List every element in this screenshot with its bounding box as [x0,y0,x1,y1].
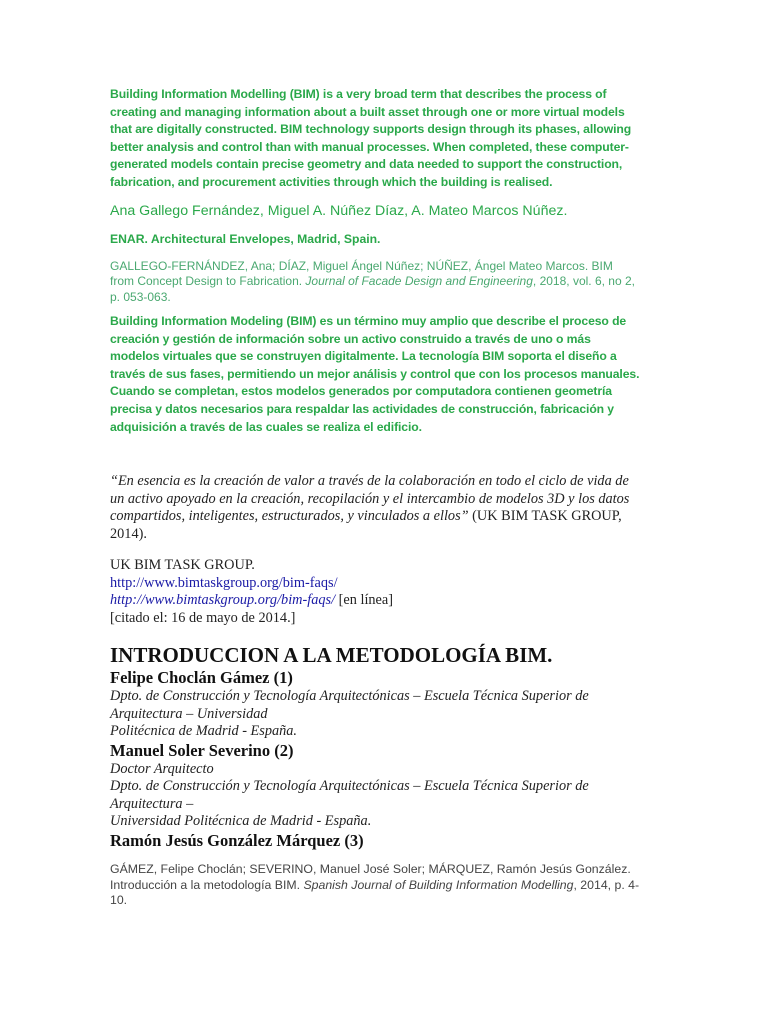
author-2-affiliation [110,761,670,831]
citation-2 [110,862,640,909]
quote-text: “En esencia es la creación de valor a través de la colaboración en todo el ciclo de vida de un activo apoyado en la creación, recopilación y el intercambio de modelos 3D y los datos compartidos, inteligentes, estructurados, y vinculados a ellos” [110,473,630,524]
author-2: Manuel Soler Severino (2) [110,740,294,760]
english-abstract: Building Information Modelling (BIM) is a very broad term that describes the process of creating and managing information about a built asset through one or more virtual models that are digitally constructed. BIM technology supports design through its phases, allowing better analysis and control than with manual processes. When completed, these computer-generated models contain precise geometry and data needed to support the construction, fabrication, and procurement activities through which the building is realised. [110,87,632,189]
article-title: INTRODUCCION A LA METODOLOGÍA BIM. [110,643,553,667]
authors: Ana Gallego Fernández, Miguel A. Núñez Díaz, A. Mateo Marcos Núñez. [110,203,568,219]
citation-text: GÁMEZ, Felipe Choclán; SEVERINO, Manuel José Soler; MÁRQUEZ, Ramón Jesús González. Introducción a la metodología BIM. [110,862,631,892]
link-bim-faqs[interactable]: http://www.bimtaskgroup.org/bim-faqs/ [110,574,338,591]
affiliation-line: Politécnica de Madrid - España. [110,723,298,739]
affiliation-line: Dpto. de Construcción y Tecnología Arquitectónicas – Escuela Técnica Superior de [110,688,589,704]
link-bim-faqs-italic[interactable]: http://www.bimtaskgroup.org/bim-faqs/ [110,592,336,608]
author-1: Felipe Choclán Gámez (1) [110,668,293,687]
affiliation-line: Arquitectura – [110,795,194,812]
article-header [110,643,670,851]
cited-date: [citado el: 16 de mayo de 2014.] [110,609,296,626]
quote-source: (UK BIM TASK GROUP, 2014). [110,508,622,542]
journal-name: Spanish Journal of Building Information Modelling [303,877,574,892]
citation-text: GALLEGO-FERNÁNDEZ, Ana; DÍAZ, Miguel Ángel Núñez; NÚÑEZ, Ángel Mateo Marcos. BIM from Concept Design to Fabrication. [110,259,613,289]
affiliation-line: Arquitectura – Universidad [110,705,268,722]
affiliation-line: Universidad Politécnica de Madrid - España. [110,813,372,829]
citation-1 [110,259,640,305]
citation-details: , 2018, vol. 6, no 2, p. 053-063. [110,274,635,304]
reference [110,557,640,627]
quote [110,473,635,543]
reference-org: UK BIM TASK GROUP. [110,557,255,573]
spanish-abstract: Building Information Modeling (BIM) es un término muy amplio que describe el proceso de creación y gestión de información sobre un activo construido a través de uno o más modelos virtuales que se construyen digitalmente. La tecnología BIM soporta el diseño a través de sus fases, permitiendo un mejor análisis y control que con los procesos manuales. Cuando se completan, estos modelos generados por computadora contienen geometría precisa y datos necesarios para respaldar las actividades de construcción, fabricación y adquisición a través de las cuales se realiza el edificio. [110,314,640,434]
online-label: [en línea] [335,592,394,608]
affiliation-line: Dpto. de Construcción y Tecnología Arquitectónicas – Escuela Técnica Superior de [110,778,589,794]
author-1-affiliation [110,688,670,741]
author-3: Ramón Jesús González Márquez (3) [110,830,364,850]
affiliation: ENAR. Architectural Envelopes, Madrid, Spain. [110,232,381,246]
journal-name: Journal of Facade Design and Engineering [305,274,533,289]
citation-details: , 2014, p. 4-10. [110,877,640,907]
affiliation-line: Doctor Arquitecto [110,760,214,777]
